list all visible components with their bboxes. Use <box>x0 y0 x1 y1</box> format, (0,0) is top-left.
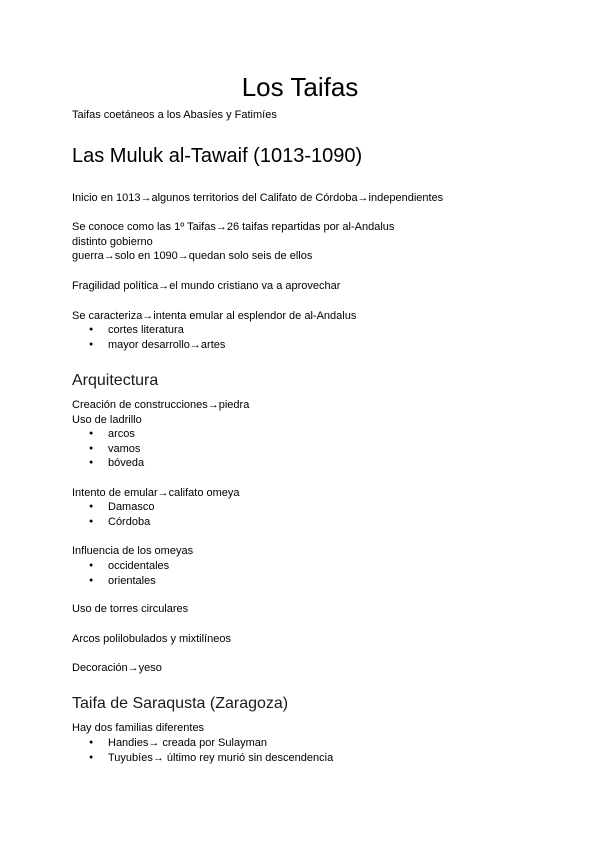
list-emular <box>72 500 154 529</box>
paragraph-inicio: Inicio en 1013→algunos territorios del Califato de Córdoba→independientes <box>72 192 444 204</box>
paragraph-ladrillo: Uso de ladrillo <box>72 414 142 426</box>
paragraph-primeras-taifas <box>72 220 394 264</box>
paragraph-caracteriza: Se caracteriza→intenta emular al esplendor de al-Andalus <box>72 310 357 322</box>
list-item: ● orientales <box>72 574 169 589</box>
list-ladrillo <box>72 427 144 471</box>
paragraph-line: distinto gobierno <box>72 235 153 248</box>
list-item: ● Córdoba <box>72 515 154 530</box>
paragraph-decoracion: Decoración→yeso <box>72 662 162 674</box>
list-item: ● occidentales <box>72 559 169 574</box>
section-heading-saraqusta: Taifa de Saraqusta (Zaragoza) <box>72 695 289 712</box>
list-item: ● Handies→ creada por Sulayman <box>72 736 333 751</box>
paragraph-line: guerra→solo en 1090→quedan solo seis de ellos <box>72 250 313 262</box>
paragraph-line: Se conoce como las 1º Taifas→26 taifas repartidas por al-Andalus <box>72 221 395 233</box>
paragraph-emular: Intento de emular→califato omeya <box>72 487 240 499</box>
paragraph-fragilidad: Fragilidad política→el mundo cristiano va a aprovechar <box>72 280 341 292</box>
section-heading-muluk: Las Muluk al-Tawaif (1013-1090) <box>72 145 363 167</box>
list-item: ● bóveda <box>72 456 144 471</box>
paragraph-influencia: Influencia de los omeyas <box>72 545 194 557</box>
list-item: ● mayor desarrollo→artes <box>72 338 225 353</box>
list-familias <box>72 736 333 765</box>
list-item: ● cortes literatura <box>72 323 225 338</box>
paragraph-familias: Hay dos familias diferentes <box>72 722 205 734</box>
section-heading-arquitectura: Arquitectura <box>72 372 159 389</box>
list-item: ● vamos <box>72 442 144 457</box>
list-caracteriza <box>72 323 225 352</box>
list-item: ● Damasco <box>72 500 154 515</box>
list-item: ● arcos <box>72 427 144 442</box>
paragraph-construcciones: Creación de construcciones→piedra <box>72 399 250 411</box>
list-influencia <box>72 559 169 588</box>
page-title: Los Taifas <box>241 72 359 102</box>
list-item: ● Tuyubíes→ último rey murió sin descendencia <box>72 751 333 766</box>
paragraph-torres: Uso de torres circulares <box>72 603 189 615</box>
paragraph-arcos: Arcos polilobulados y mixtilíneos <box>72 633 231 645</box>
page-subtitle: Taifas coetáneos a los Abasíes y Fatimíes <box>72 109 277 121</box>
